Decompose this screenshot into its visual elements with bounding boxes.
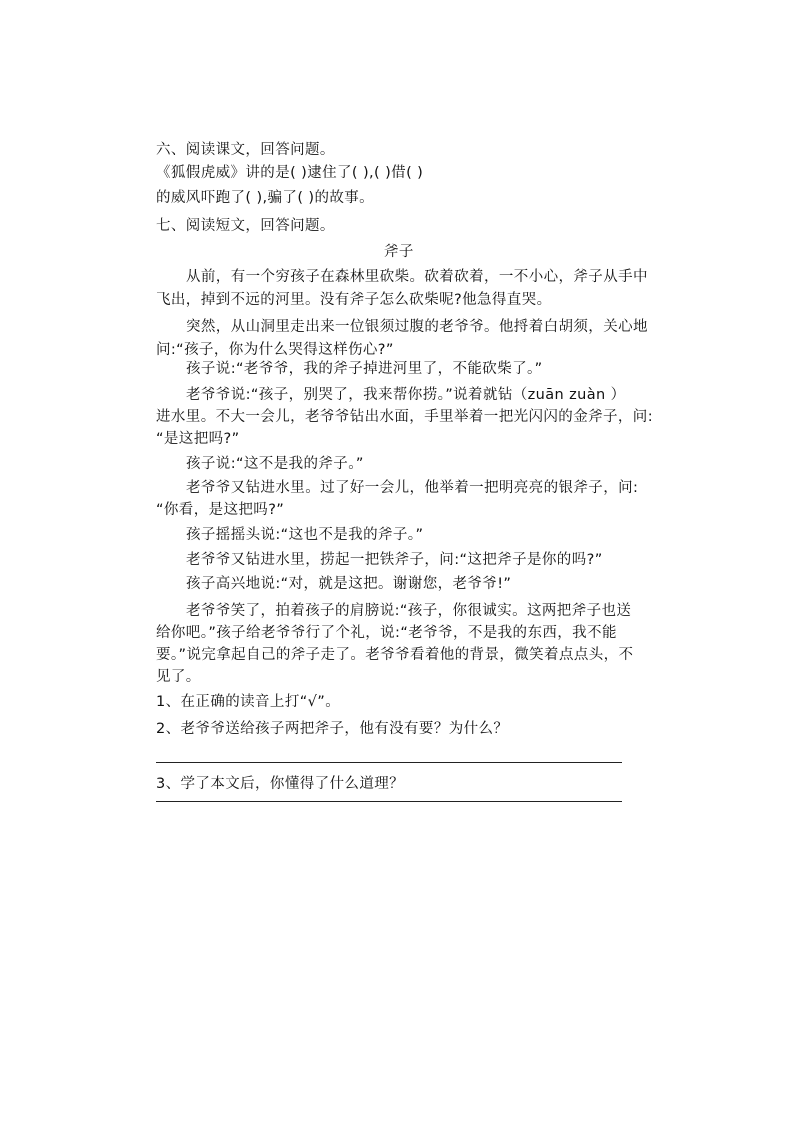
- passage-line: 孩子高兴地说:“对，就是这把。谢谢您，老爷爷!”: [186, 576, 512, 592]
- answer-line-3[interactable]: [156, 801, 622, 802]
- passage-line: 孩子说:“老爷爷，我的斧子掉进河里了，不能砍柴了。”: [186, 361, 543, 377]
- section-7-heading: 七、阅读短文，回答问题。: [156, 218, 335, 234]
- passage-line: 从前，有一个穷孩子在森林里砍柴。砍着砍着，一不小心，斧子从手中: [186, 269, 648, 285]
- passage-line: 突然，从山洞里走出来一位银须过腹的老爷爷。他捋着白胡须，关心地: [186, 319, 648, 335]
- passage-line: “是这把吗?”: [156, 431, 240, 447]
- question-1: 1、在正确的读音上打“√”。: [156, 694, 341, 710]
- story-title: 斧子: [384, 244, 414, 260]
- section-6-question-line-2: 的威风吓跑了( ),骗了( )的故事。: [156, 190, 375, 206]
- section-6-question-line-1: 《狐假虎威》讲的是( )逮住了( ),( )借( ): [156, 165, 424, 181]
- passage-line: “你看，是这把吗?”: [156, 502, 285, 518]
- passage-line: 老爷爷笑了，拍着孩子的肩膀说:“孩子，你很诚实。这两把斧子也送: [186, 603, 632, 619]
- passage-line: 问:“孩子，你为什么哭得这样伤心?”: [156, 342, 394, 358]
- passage-line: 老爷爷又钻进水里。过了好一会儿，他举着一把明亮亮的银斧子，问:: [186, 480, 639, 496]
- passage-line: 老爷爷又钻进水里，捞起一把铁斧子，问:“这把斧子是你的吗?”: [186, 552, 603, 568]
- passage-line: 孩子摇摇头说:“这也不是我的斧子。”: [186, 527, 424, 543]
- passage-line: 飞出，掉到不远的河里。没有斧子怎么砍柴呢?他急得直哭。: [156, 292, 552, 308]
- passage-line: 老爷爷说:“孩子，别哭了，我来帮你捞。”说着就钻（zuān zuàn ）: [186, 387, 626, 403]
- passage-line: 进水里。不大一会儿，老爷爷钻出水面，手里举着一把光闪闪的金斧子，问:: [156, 409, 653, 425]
- answer-line-2[interactable]: [156, 762, 622, 763]
- question-2: 2、老爷爷送给孩子两把斧子，他有没有要？为什么？: [156, 721, 509, 737]
- section-6-heading: 六、阅读课文，回答问题。: [156, 142, 335, 158]
- passage-line: 要。”说完拿起自己的斧子走了。老爷爷看着他的背景，微笑着点点头，不: [156, 647, 634, 663]
- question-3: 3、学了本文后，你懂得了什么道理？: [156, 776, 405, 792]
- passage-line: 孩子说:“这不是我的斧子。”: [186, 456, 364, 472]
- passage-line: 见了。: [156, 669, 201, 685]
- passage-line: 给你吧。”孩子给老爷爷行了个礼，说:“老爷爷，不是我的东西，我不能: [156, 625, 617, 641]
